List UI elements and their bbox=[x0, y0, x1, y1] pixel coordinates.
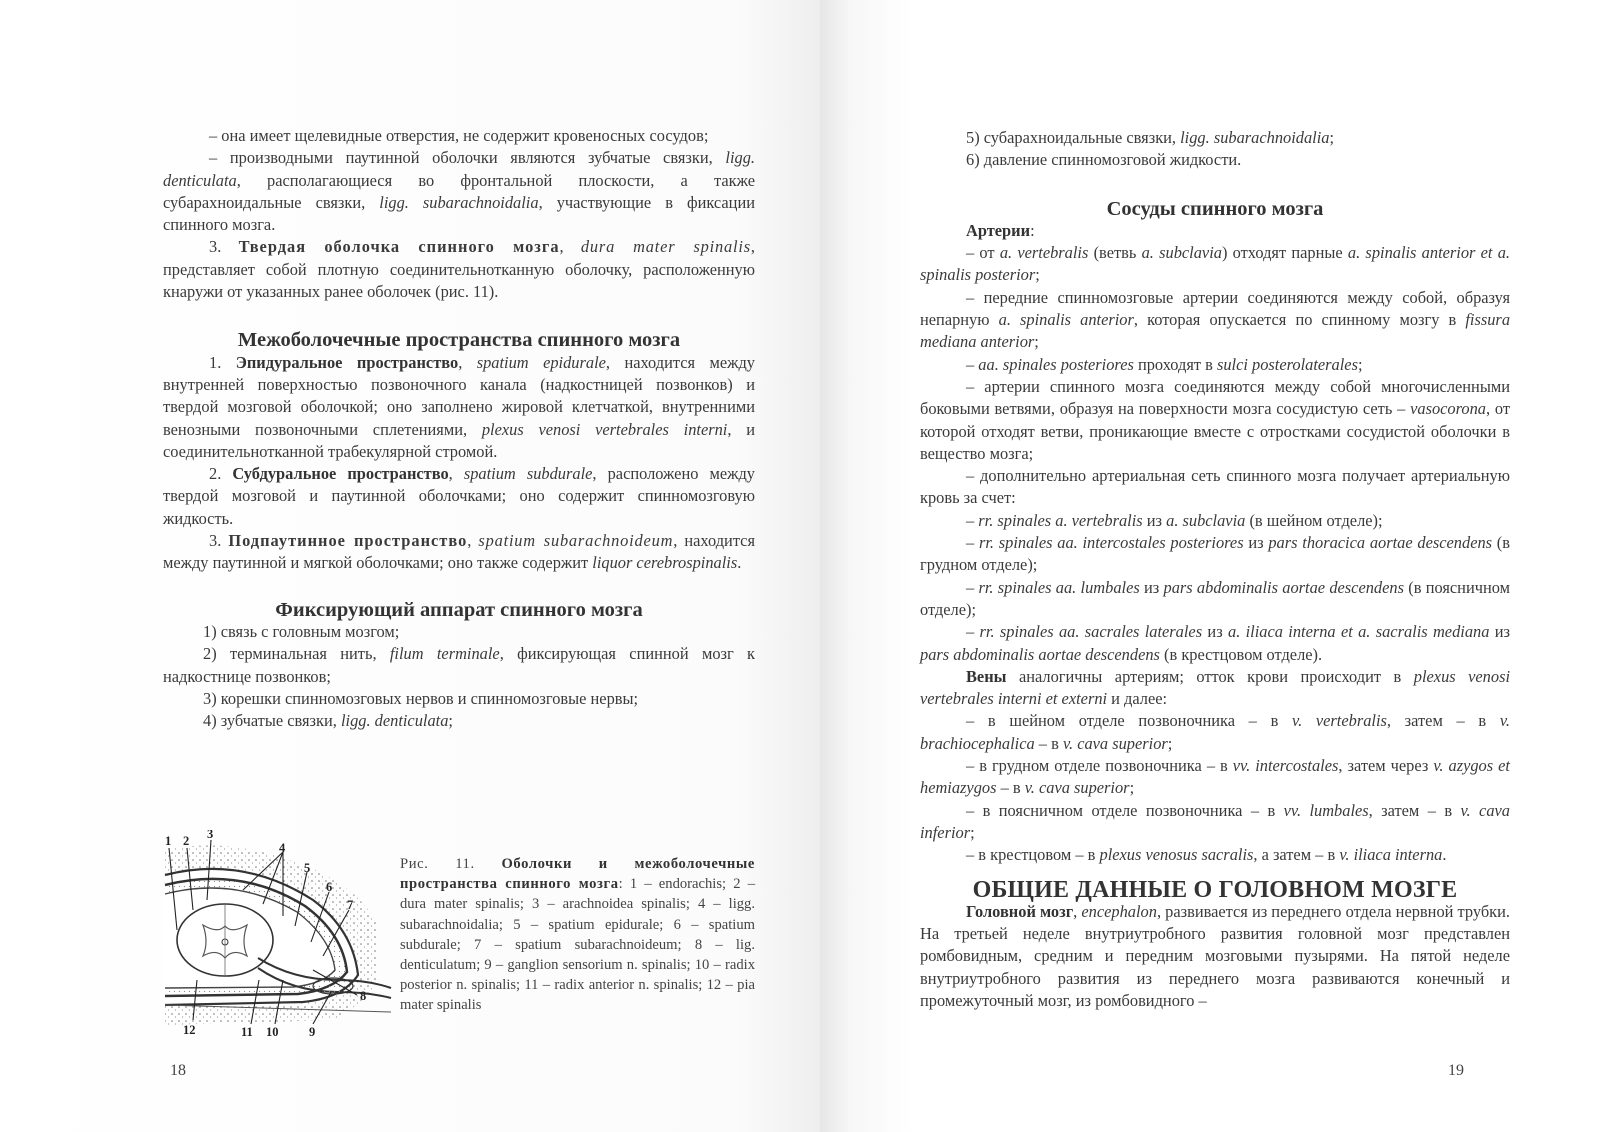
figure-label-3: 3 bbox=[207, 830, 214, 841]
figure-label-7: 7 bbox=[347, 898, 354, 912]
figure-label-4: 4 bbox=[279, 841, 286, 855]
paragraph: Вены аналогичны артериям; отток крови происходит в plexus venosi vertebrales interni et externi и далее: bbox=[920, 666, 1510, 709]
right-page-text bbox=[920, 127, 1510, 1012]
page-number-left: 18 bbox=[170, 1062, 186, 1079]
page-number-right: 19 bbox=[1448, 1062, 1464, 1079]
figure-label-2: 2 bbox=[183, 834, 190, 848]
paragraph: – производными паутинной оболочки являются зубчатые связки, ligg. denticulata, располагающиеся во фронтальной плоскости, а также субарахноидальные связки, ligg. subarachnoidalia, участвующие в фиксации спинного мозга. bbox=[163, 148, 755, 235]
list-item: – в поясничном отделе позвоночника – в vv. lumbales, затем – в v. cava inferior; bbox=[920, 800, 1510, 842]
section-heading-fixation: Фиксирующий аппарат спинного мозга bbox=[275, 598, 643, 621]
paragraph: – она имеет щелевидные отверстия, не содержит кровеносных сосудов; bbox=[209, 126, 709, 145]
list-item: 4) зубчатые связки, ligg. denticulata; bbox=[203, 711, 453, 731]
figure-label-9: 9 bbox=[309, 1025, 316, 1039]
figure-label-10: 10 bbox=[266, 1025, 279, 1039]
list-item: 2) терминальная нить, filum terminale, фиксирующая спинной мозг к надкостнице позвонков; bbox=[163, 644, 755, 686]
list-item: – rr. spinales a. vertebralis из a. subclavia (в шейном отделе); bbox=[966, 510, 1383, 530]
figure-caption: Рис. 11. Оболочки и межоболочечные пространства спинного мозга: 1 – endorachis; 2 – dura mater spinalis; 3 – arachnoidea spinalis; 4 – ligg. subarachnoidalia; 5 – spatium epidurale; 6 – spatium subdurale; 7 – spatium subarachnoideum; 8 – lig. denticulatum; 9 – ganglion sensorium n. spinalis; 10 – radix posterior n. spinalis; 11 – radix anterior n. spinalis; 12 – pia mater spinalis bbox=[400, 856, 756, 1014]
list-item: 1) связь с головным мозгом; bbox=[203, 621, 400, 641]
paragraph: – дополнительно артериальная сеть спинного мозга получает артериальную кровь за счет: bbox=[920, 466, 1510, 508]
section-heading-spaces: Межоболочечные пространства спинного мозга bbox=[237, 329, 681, 352]
left-page-text bbox=[163, 125, 755, 732]
chapter-heading-brain: ОБЩИЕ ДАННЫЕ О ГОЛОВНОМ МОЗГЕ bbox=[972, 876, 1458, 903]
paragraph: 2. Субдуральное пространство, spatium subdurale, расположено между твердой мозговой и паутинной оболочками; оно содержит спинномозговую жидкость. bbox=[163, 464, 755, 528]
list-item: – в крестцовом – в plexus venosus sacralis, а затем – в v. iliaca interna. bbox=[966, 845, 1447, 865]
figure-label-6: 6 bbox=[326, 880, 333, 894]
list-item: – rr. spinales aa. lumbales из pars abdominalis aortae descendens (в поясничном отделе); bbox=[920, 577, 1510, 619]
paragraph: Головной мозг, encephalon, развивается из переднего отдела нервной трубки. На третьей неделе внутриутробного развития головной мозг представлен ромбовидным, средним и передним мозговыми пузырями. На пятой неделе внутриутробного развития из переднего мозга развиваются конечный и промежуточный мозг, из ромбовидного – bbox=[920, 901, 1510, 1010]
list-item: 6) давление спинномозговой жидкости. bbox=[966, 150, 1242, 170]
paragraph: – aa. spinales posteriores проходят в sulci posterolaterales; bbox=[966, 354, 1363, 374]
paragraph: – передние спинномозговые артерии соединяются между собой, образуя непарную a. spinalis anterior, которая опускается по спинному мозгу в fissura mediana anterior; bbox=[920, 287, 1511, 352]
spinal-cord-membranes-figure bbox=[163, 830, 393, 1040]
section-heading-vessels: Сосуды спинного мозга bbox=[1106, 197, 1324, 220]
page-right bbox=[820, 0, 1601, 1132]
list-item: – rr. spinales aa. sacrales laterales из a. iliaca interna et a. sacralis mediana из pars abdominalis aortae descendens (в крестцовом отделе). bbox=[920, 622, 1510, 664]
list-item: – rr. spinales aa. intercostales posteriores из pars thoracica aortae descendens (в грудном отделе); bbox=[920, 533, 1511, 575]
paragraph: 3. Подпаутинное пространство, spatium subarachnoideum, находится между паутинной и мягкой оболочками; оно также содержит liquor cerebrospinalis. bbox=[163, 531, 755, 573]
subheading-arteries: Артерии: bbox=[966, 220, 1035, 240]
paragraph: – от a. vertebralis (ветвь a. subclavia) отходят парные a. spinalis anterior et a. spinalis posterior; bbox=[920, 243, 1510, 285]
list-item: – в шейном отделе позвоночника – в v. vertebralis, затем – в v. brachiocephalica – в v. cava superior; bbox=[920, 711, 1510, 753]
figure-label-12: 12 bbox=[183, 1023, 196, 1037]
figure-label-8: 8 bbox=[360, 989, 367, 1003]
list-item: 3) корешки спинномозговых нервов и спинномозговые нервы; bbox=[203, 688, 639, 708]
paragraph: – артерии спинного мозга соединяются между собой многочисленными боковыми ветвями, образуя на поверхности мозга сосудистую сеть – vasocorona, от которой отходят ветви, проникающие вместе с отростками сосудистой оболочки в вещество мозга; bbox=[920, 376, 1510, 463]
list-item: 5) субарахноидальные связки, ligg. subarachnoidalia; bbox=[966, 128, 1335, 147]
figure-label-5: 5 bbox=[304, 861, 311, 875]
paragraph: 1. Эпидуральное пространство, spatium epidurale, находится между внутренней поверхностью позвоночного канала (надкостницей позвонков) и твердой мозговой оболочкой; оно заполнено жировой клетчаткой, внутренними венозными позвоночными сплетениями, plexus venosi vertebrales interni, и соединительнотканной трабекулярной стромой. bbox=[163, 352, 756, 461]
list-item: – в грудном отделе позвоночника – в vv. intercostales, затем через v. azygos et hemiazygos – в v. cava superior; bbox=[920, 756, 1510, 798]
paragraph: 3. Твердая оболочка спинного мозга, dura mater spinalis, представляет собой плотную соединительнотканную оболочку, расположенную кнаружи от указанных ранее оболочек (рис. 11). bbox=[163, 237, 756, 302]
figure-label-1: 1 bbox=[165, 834, 172, 848]
figure-label-11: 11 bbox=[241, 1025, 253, 1039]
